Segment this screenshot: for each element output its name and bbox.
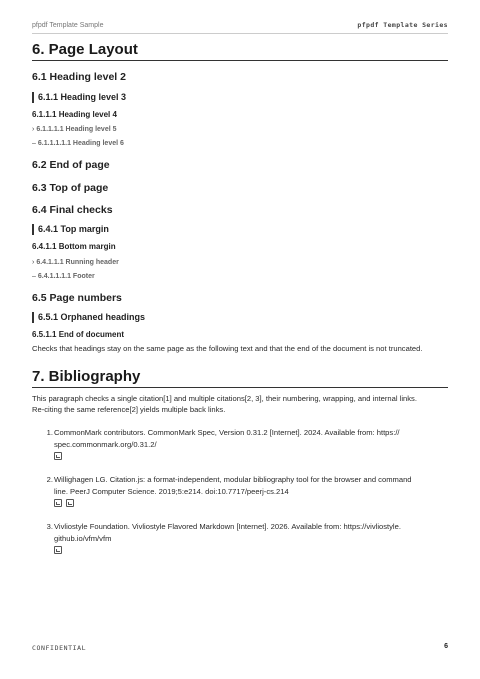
heading-text: 6.1.1.1.1.1 Heading level 6 (37, 140, 124, 147)
reference-text (54, 521, 432, 555)
running-header (32, 21, 448, 29)
heading-text: 6.4.1.1.1 Running header (36, 259, 119, 266)
heading-6-4-1-1-1-1 (32, 273, 95, 280)
heading-marker: – (32, 273, 36, 280)
backlinks (54, 546, 432, 555)
backlinks (54, 499, 432, 508)
heading-6-1-1-1: 6.1.1.1 Heading level 4 (32, 110, 117, 119)
heading-text: 6.1.1.1.1 Heading level 5 (36, 126, 117, 133)
reference-line-1: Willighagen LG. Citation.js: a format-independent, modular bibliography tool for the browser and command (54, 475, 412, 484)
heading-6-3: 6.3 Top of page (32, 182, 109, 194)
heading-6-1-1: 6.1.1 Heading level 3 (32, 92, 126, 103)
bibliography-paragraph-line-1: This paragraph checks a single citation[1] and multiple citations[2, 3], their numbering, wrapping, and internal links. (32, 394, 417, 403)
reference-text (54, 474, 432, 508)
reference-line-1[interactable]: Vivliostyle Foundation. Vivliostyle Flavored Markdown [Internet]. 2026. Available from: https://vivliostyle. (54, 522, 401, 531)
page-number: 6 (444, 643, 448, 650)
heading-marker: – (32, 140, 36, 147)
reference-line-2: line. PeerJ Computer Science. 2019;5:e214. doi:10.7717/peerj-cs.214 (54, 486, 289, 496)
bibliography-paragraph-line-2: Re-citing the same reference[2] yields multiple back links. (32, 405, 226, 414)
heading-6-5-1: 6.5.1 Orphaned headings (32, 312, 145, 323)
return-arrow-icon[interactable] (66, 499, 74, 507)
heading-text: 6.4.1.1.1.1 Footer (37, 273, 95, 280)
return-arrow-icon[interactable] (54, 499, 62, 507)
header-title: pfpdf Template Sample (32, 22, 104, 29)
heading-6-2: 6.2 End of page (32, 159, 110, 171)
heading-6-4-1-1-1 (32, 259, 119, 266)
heading-bibliography: 7. Bibliography (32, 368, 448, 388)
header-series: pfpdf Template Series (357, 21, 448, 29)
heading-6-1: 6.1 Heading level 2 (32, 71, 126, 83)
heading-marker: › (32, 259, 35, 266)
heading-marker: › (32, 126, 35, 133)
return-arrow-icon[interactable] (54, 452, 62, 460)
heading-6-1-1-1-1-1 (32, 140, 124, 147)
heading-6-1-1-1-1 (32, 126, 117, 133)
heading-6-4: 6.4 Final checks (32, 204, 113, 216)
reference-number: 2. (46, 475, 53, 484)
header-rule (32, 33, 448, 34)
heading-6-5: 6.5 Page numbers (32, 292, 122, 304)
reference-line-1[interactable]: CommonMark contributors. CommonMark Spec, Version 0.31.2 [Internet]. 2024. Available from: https:// (54, 428, 400, 437)
reference-line-2[interactable]: spec.commonmark.org/0.31.2/ (54, 439, 157, 449)
reference-number: 1. (46, 428, 53, 437)
heading-6-4-1-1: 6.4.1.1 Bottom margin (32, 242, 116, 251)
reference-line-2[interactable]: github.io/vfm/vfm (54, 533, 112, 543)
return-arrow-icon[interactable] (54, 546, 62, 554)
reference-text (54, 427, 432, 461)
footer-confidential: CONFIDENTIAL (32, 644, 87, 652)
heading-6-5-1-1: 6.5.1.1 End of document (32, 330, 125, 339)
heading-page-layout: 6. Page Layout (32, 41, 448, 61)
reference-number: 3. (46, 522, 53, 531)
backlinks (54, 452, 432, 461)
section-6-paragraph: Checks that headings stay on the same page as the following text and that the end of the document is not truncated. (32, 344, 423, 353)
heading-6-4-1: 6.4.1 Top margin (32, 224, 109, 235)
